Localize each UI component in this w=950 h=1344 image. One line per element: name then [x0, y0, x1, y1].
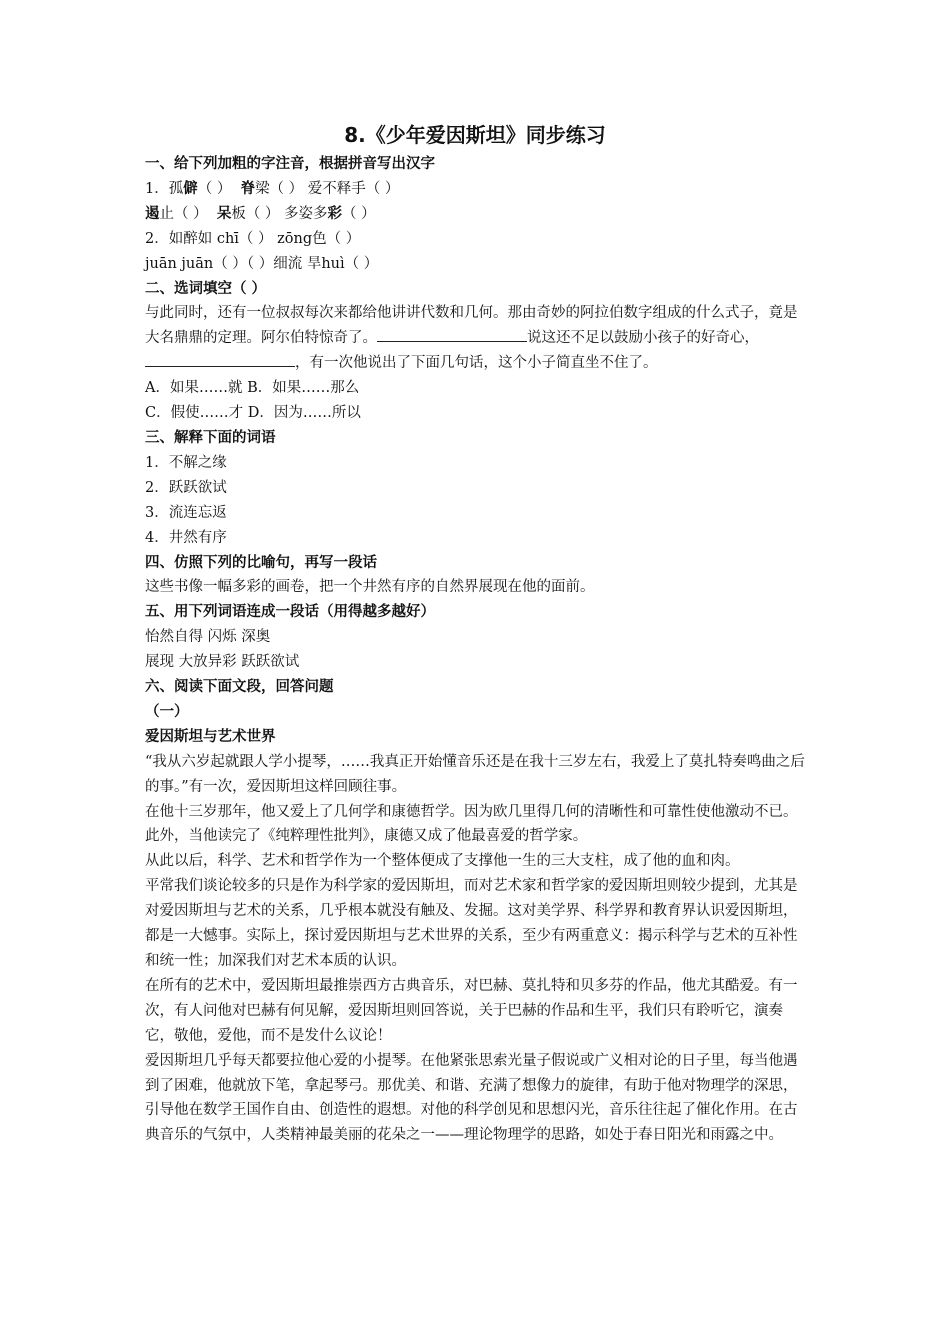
answer-blank[interactable]	[145, 352, 295, 367]
text-span: ，有一次他说出了下面几句话，这个小子简直坐不住了。	[295, 355, 658, 372]
article-paragraph: 在所有的艺术中，爱因斯坦最推崇西方古典音乐，对巴赫、莫扎特和贝多芬的作品，他尤其酷爱。有一次，有人问他对巴赫有何见解，爱因斯坦则回答说，关于巴赫的作品和生平，我们只有聆听它，演奏它，敬他，爱他，而不是发什么议论！	[145, 977, 798, 1044]
answer-blank[interactable]	[377, 327, 527, 342]
bold-char: 遏	[145, 205, 160, 222]
list-item: 3．流连忘返	[145, 504, 227, 521]
page-title: 8.《少年爱因斯坦》同步练习	[344, 123, 606, 147]
bold-char: 彩	[327, 205, 343, 222]
text-span: 止（ ）	[159, 205, 213, 222]
subsection-label: （一）	[145, 703, 189, 720]
text-span: 1．孤	[145, 180, 184, 197]
section-heading: 四、仿照下列的比喻句，再写一段话	[145, 554, 377, 571]
option-line: A．如果……就 B．如果……那么	[145, 380, 360, 397]
article-paragraph: “我从六岁起就跟人学小提琴，……我真正开始懂音乐还是在我十三岁左右，我爱上了莫扎特奏鸣曲之后的事。”有一次，爱因斯坦这样回顾往事。	[145, 753, 805, 795]
list-item: 2．跃跃欲试	[145, 479, 227, 496]
text-span: 与此同时，还有一位叔叔每次来都给他讲讲代数和几何。那由奇妙的阿拉伯数字组成的什么式子，竟是大名鼎鼎的定理。阿尔伯特惊奇了。	[145, 305, 798, 347]
word-list: 怡然自得 闪烁 深奥	[145, 629, 271, 646]
section-heading: 六、阅读下面文段，回答问题	[145, 679, 334, 696]
list-item: 1．不解之缘	[145, 454, 227, 471]
question-line	[145, 202, 810, 227]
bold-char: 脊	[240, 180, 256, 197]
section-heading: 三、解释下面的词语	[145, 429, 276, 446]
article-paragraph: 从此以后，科学、艺术和哲学作为一个整体便成了支撑他一生的三大支柱，成了他的血和肉。	[145, 853, 740, 870]
text-span: 说这还不足以鼓励小孩子的好奇心，	[527, 330, 759, 347]
article-paragraph: 在他十三岁那年，他又爱上了几何学和康德哲学。因为欧几里得几何的清晰性和可靠性使他激动不已。此外，当他读完了《纯粹理性批判》，康德又成了他最喜爱的哲学家。	[145, 803, 798, 845]
text-span: （ ）	[342, 205, 376, 222]
bold-char: 呆	[216, 205, 232, 222]
bold-char: 僻	[183, 180, 198, 197]
section-heading: 五、用下列词语连成一段话（用得越多越好）	[145, 604, 435, 621]
text-span: （ ）	[197, 180, 232, 197]
article-paragraph: 平常我们谈论较多的只是作为科学家的爱因斯坦，而对艺术家和哲学家的爱因斯坦则较少提到，尤其是对爱因斯坦与艺术的关系，几乎根本就没有触及、发掘。这对美学界、科学界和教育界认识爱因斯坦，都是一大憾事。实际上，探讨爱因斯坦与艺术世界的关系，至少有两重意义：揭示科学与艺术的互补性和统一性；加深我们对艺术本质的认识。	[145, 878, 798, 969]
question-line	[145, 177, 810, 202]
example-sentence: 这些书像一幅多彩的画卷，把一个井然有序的自然界展现在他的面前。	[145, 579, 595, 596]
word-list: 展现 大放异彩 跃跃欲试	[145, 654, 300, 671]
question-line: 2．如醉如 chī（ ） zōng色（ ）	[145, 230, 361, 247]
article-title: 爱因斯坦与艺术世界	[145, 728, 276, 745]
article-paragraph: 爱因斯坦几乎每天都要拉他心爱的小提琴。在他紧张思索光量子假说或广义相对论的日子里，每当他遇到了困难，他就放下笔，拿起琴弓。那优美、和谐、充满了想像力的旋律，有助于他对物理学的深思，引导他在数学王国作自由、创造性的遐想。对他的科学创见和思想闪光，音乐往往起了催化作用。在古典音乐的气氛中，人类精神最美丽的花朵之一——理论物理学的思路，如处于春日阳光和雨露之中。	[145, 1052, 798, 1144]
section-heading: 一、给下列加粗的字注音，根据拼音写出汉字	[145, 156, 435, 172]
fill-in-paragraph	[145, 301, 810, 376]
list-item: 4．井然有序	[145, 529, 227, 546]
section-heading: 二、选词填空（ ）	[145, 280, 267, 297]
option-line: C．假使……才 D．因为……所以	[145, 405, 361, 422]
text-span: 梁（ ） 爱不释手（ ）	[255, 180, 400, 197]
question-line: juān juān（ ）（ ）细流 旱huì（ ）	[145, 255, 379, 272]
text-span: 板（ ） 多姿多	[231, 205, 328, 222]
document-body	[145, 152, 810, 1148]
